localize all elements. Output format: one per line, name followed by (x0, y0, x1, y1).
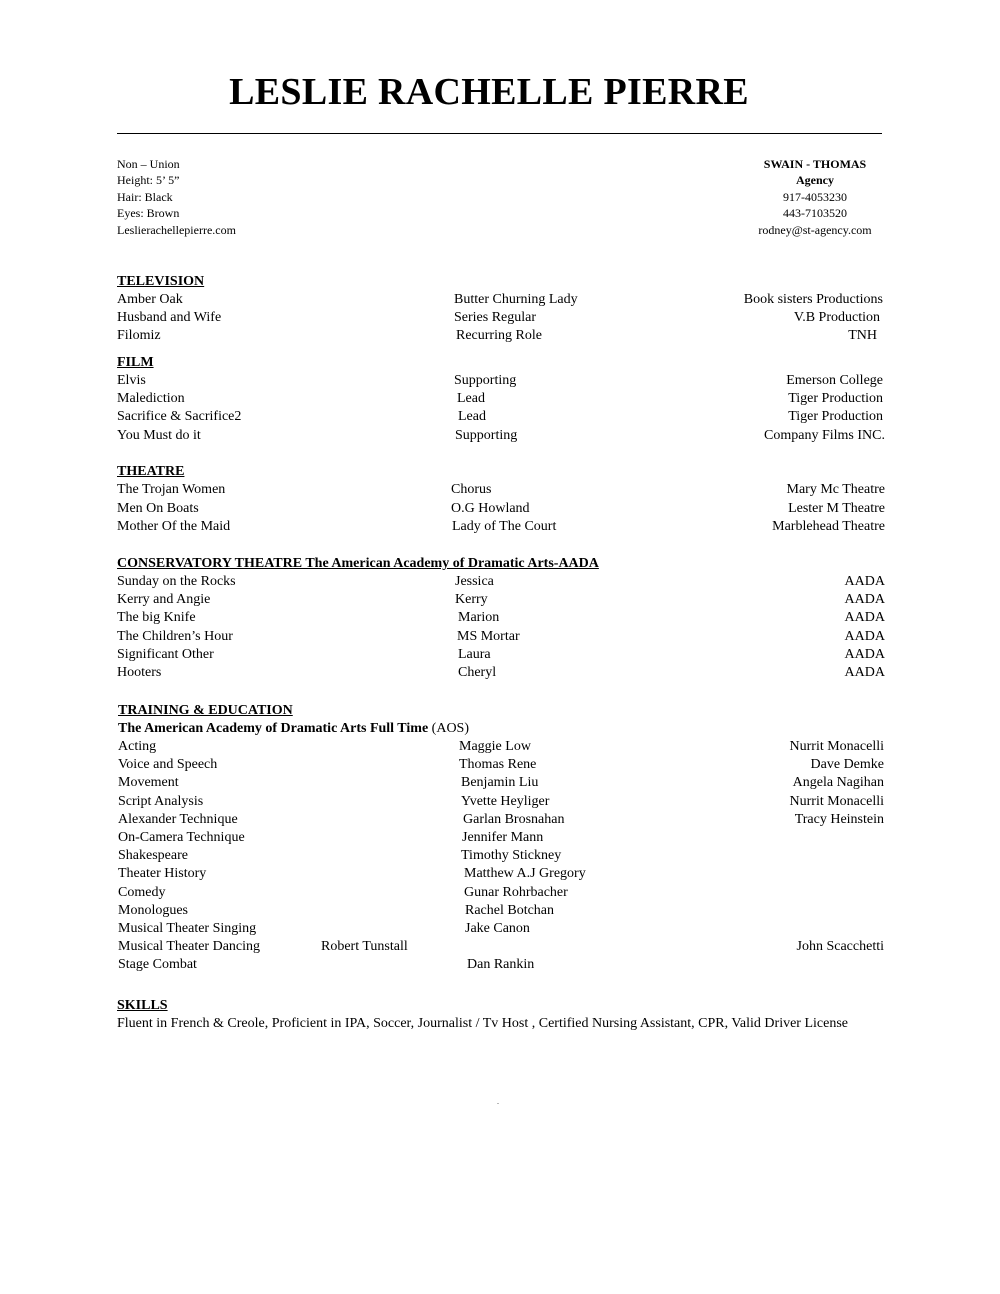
credit-company: Tiger Production (788, 409, 883, 425)
school-line (118, 720, 886, 738)
training-row (118, 811, 886, 829)
training-row (118, 829, 886, 847)
credit-title: Malediction (117, 391, 185, 407)
training-subject: Stage Combat (118, 957, 197, 973)
training-teacher: Dan Rankin (467, 957, 535, 973)
credit-row (117, 372, 885, 390)
agency-phone-1: 917-4053230 (783, 189, 847, 204)
credit-role: Lead (458, 409, 486, 425)
credit-row (117, 481, 885, 500)
conservatory-section (117, 555, 885, 682)
credit-title: The Children’s Hour (117, 628, 233, 644)
credit-role: Supporting (454, 373, 517, 388)
section-title-television: TELEVISION (117, 274, 205, 289)
school-degree: (AOS) (428, 721, 470, 736)
training-extra: Angela Nagihan (792, 775, 884, 791)
training-subject: Script Analysis (118, 793, 204, 809)
section-title-skills: SKILLS (117, 998, 168, 1013)
credit-role: Lady of The Court (452, 519, 557, 535)
training-section (118, 702, 886, 974)
credit-title: Significant Other (117, 646, 214, 662)
credit-title: Sunday on the Rocks (117, 574, 236, 589)
personal-info (117, 156, 236, 238)
credit-row (117, 664, 885, 682)
training-extra: Dave Demke (810, 757, 884, 773)
training-extra: John Scacchetti (796, 939, 884, 955)
credit-company: Marblehead Theatre (772, 519, 885, 535)
credit-company: Tiger Production (788, 391, 883, 407)
section-title-theatre: THEATRE (117, 464, 185, 479)
theatre-section (117, 463, 885, 537)
credit-title: Filomiz (117, 328, 161, 344)
agency-phone-2: 443-7103520 (783, 206, 847, 221)
credit-company: AADA (844, 664, 885, 680)
skills-section (117, 997, 885, 1033)
agency-name: SWAIN - THOMAS (763, 157, 867, 171)
credit-role: Laura (458, 646, 491, 662)
training-extra: Tracy Heinstein (794, 811, 884, 827)
training-row (118, 956, 886, 974)
credit-row (117, 291, 885, 309)
actor-name: LESLIE RACHELLE PIERRE (229, 71, 749, 113)
credit-company: Company Films INC. (764, 427, 885, 443)
credit-row (117, 309, 885, 327)
credit-title: You Must do it (117, 427, 201, 443)
training-subject: Shakespeare (118, 848, 188, 864)
credit-row (117, 646, 885, 664)
credit-row (117, 427, 885, 445)
hair-info: Hair: Black (117, 189, 173, 204)
training-teacher: Maggie Low (459, 739, 531, 754)
stray-mark: . (497, 1097, 499, 1106)
credit-row (117, 628, 885, 646)
credit-company: Mary Mc Theatre (786, 482, 885, 497)
union-status: Non – Union (117, 157, 180, 171)
training-teacher: Robert Tunstall (321, 939, 408, 955)
training-row (118, 865, 886, 883)
credit-role: Recurring Role (456, 328, 542, 344)
credit-company: V.B Production (793, 310, 880, 326)
credit-title: Kerry and Angie (117, 592, 211, 608)
credit-title: Elvis (117, 373, 146, 388)
credit-role: Supporting (455, 427, 518, 443)
credit-title: Sacrifice & Sacrifice2 (117, 409, 242, 425)
training-subject: Comedy (118, 884, 166, 900)
credit-company: AADA (844, 610, 885, 626)
credit-company: Emerson College (786, 373, 883, 388)
credit-row (117, 327, 885, 345)
training-row (118, 756, 886, 774)
credit-role: Lead (457, 391, 485, 407)
training-teacher: Matthew A.J Gregory (464, 866, 586, 882)
credit-title: The big Knife (117, 610, 196, 626)
section-title-training: TRAINING & EDUCATION (118, 703, 293, 718)
credit-row (117, 573, 885, 591)
height-info: Height: 5’ 5” (117, 173, 180, 188)
training-row (118, 884, 886, 902)
agency-info (740, 156, 890, 238)
credit-title: Husband and Wife (117, 310, 222, 326)
training-subject: On-Camera Technique (118, 829, 245, 845)
training-row (118, 793, 886, 811)
credit-row (117, 591, 885, 609)
training-teacher: Thomas Rene (459, 757, 537, 773)
television-section (117, 273, 885, 346)
training-teacher: Gunar Rohrbacher (464, 884, 568, 900)
skills-text: Fluent in French & Creole, Proficient in IPA, Soccer, Journalist / Tv Host , Certified Nursing Assistant, CPR, Valid Driver License (117, 1016, 848, 1031)
eyes-info: Eyes: Brown (117, 206, 180, 221)
header-divider (117, 133, 882, 134)
section-title-conservatory: CONSERVATORY THEATRE The American Academy of Dramatic Arts-AADA (117, 556, 599, 571)
credit-company: AADA (844, 646, 885, 662)
credit-title: Mother Of the Maid (117, 519, 231, 535)
training-subject: Musical Theater Dancing (118, 939, 261, 955)
credit-role: Kerry (455, 592, 488, 608)
credit-row (117, 390, 885, 408)
agency-email[interactable]: rodney@st-agency.com (758, 222, 872, 237)
training-subject: Theater History (118, 866, 207, 882)
training-row (118, 738, 886, 756)
credit-company: Book sisters Productions (743, 292, 883, 307)
website-link[interactable]: Leslierachellepierre.com (117, 222, 236, 237)
credit-title: Hooters (117, 664, 162, 680)
training-row (118, 847, 886, 865)
school-name: The American Academy of Dramatic Arts Full Time (118, 721, 429, 736)
training-teacher: Benjamin Liu (461, 775, 539, 791)
training-teacher: Yvette Heyliger (461, 793, 550, 809)
credit-company: Lester M Theatre (788, 500, 885, 516)
training-row (118, 902, 886, 920)
training-subject: Movement (118, 775, 179, 791)
training-teacher: Rachel Botchan (465, 902, 555, 918)
agency-label: Agency (796, 173, 834, 188)
credit-company: AADA (844, 574, 885, 589)
credit-company: AADA (844, 592, 885, 608)
credit-role: Cheryl (458, 664, 497, 680)
training-subject: Acting (118, 739, 157, 754)
credit-role: Chorus (451, 482, 492, 497)
credit-role: Butter Churning Lady (454, 292, 578, 307)
credit-row (117, 408, 885, 426)
training-teacher: Garlan Brosnahan (463, 811, 565, 827)
training-teacher: Jennifer Mann (462, 829, 544, 845)
credit-row (117, 518, 885, 537)
training-extra: Nurrit Monacelli (789, 739, 884, 754)
credit-row (117, 500, 885, 519)
credit-row (117, 609, 885, 627)
credit-company: AADA (844, 628, 885, 644)
credit-role: Marion (458, 610, 500, 626)
film-section (117, 354, 885, 445)
credit-company: TNH (848, 328, 877, 344)
training-subject: Musical Theater Singing (118, 920, 257, 936)
training-teacher: Timothy Stickney (461, 848, 562, 864)
section-title-film: FILM (117, 355, 154, 370)
credit-role: Jessica (455, 574, 494, 589)
credit-role: Series Regular (454, 310, 537, 326)
training-row (118, 938, 886, 956)
training-extra: Nurrit Monacelli (789, 793, 884, 809)
training-subject: Alexander Technique (118, 811, 238, 827)
credit-title: Amber Oak (117, 292, 183, 307)
training-teacher: Jake Canon (465, 920, 530, 936)
training-subject: Monologues (118, 902, 188, 918)
training-row (118, 920, 886, 938)
credit-role: O.G Howland (451, 500, 530, 516)
training-subject: Voice and Speech (118, 757, 218, 773)
training-row (118, 774, 886, 792)
credit-title: Men On Boats (117, 500, 199, 516)
credit-title: The Trojan Women (117, 482, 226, 497)
credit-role: MS Mortar (457, 628, 520, 644)
